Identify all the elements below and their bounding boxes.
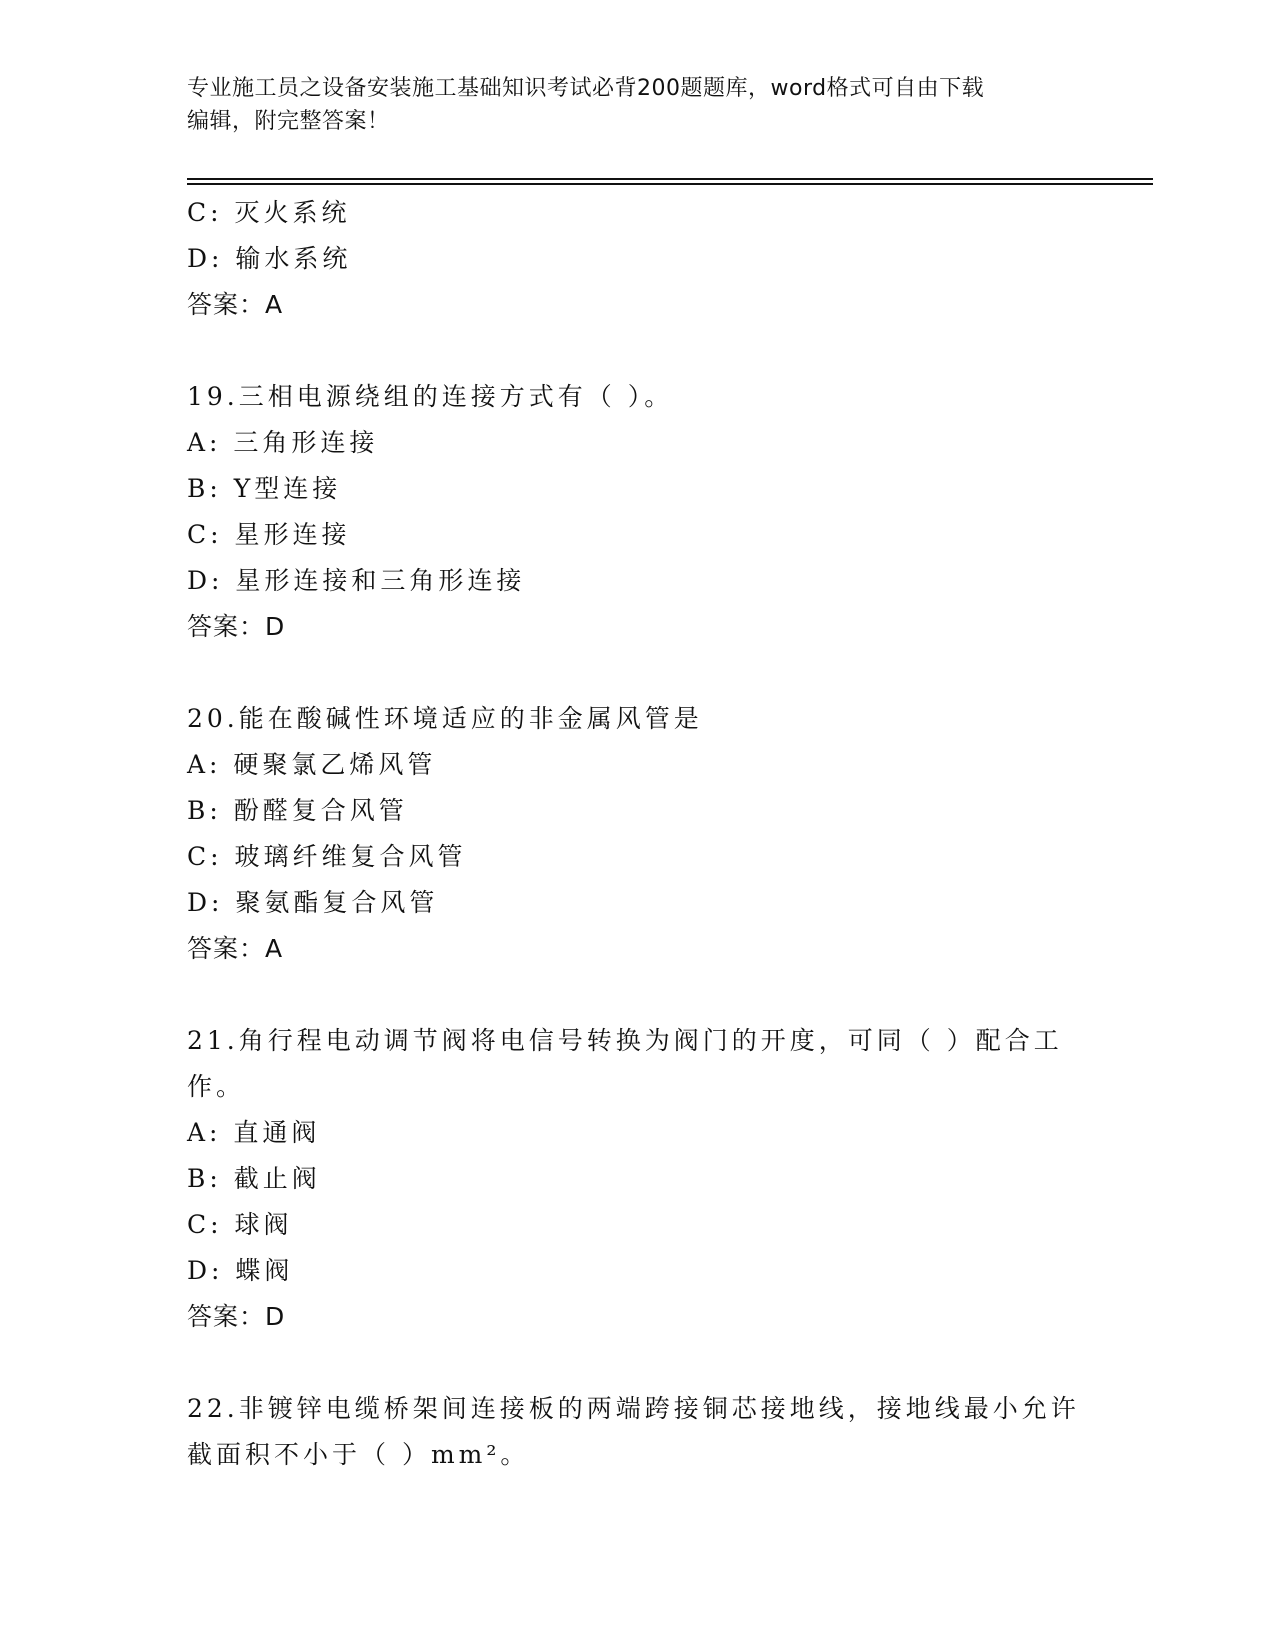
question-19 — [187, 374, 1087, 650]
option-b: B: Y型连接 — [187, 474, 342, 503]
option-b: B: 酚醛复合风管 — [187, 796, 408, 825]
header-divider-bottom — [187, 183, 1153, 185]
option-c: C: 星形连接 — [187, 520, 351, 549]
question-text: 19.三相电源绕组的连接方式有（ ）。 — [187, 382, 674, 411]
answer-line: 答案：D — [187, 612, 286, 641]
header-line-1: 专业施工员之设备安装施工基础知识考试必背200题题库，word格式可自由下载 — [187, 76, 985, 101]
answer-line: 答案：A — [187, 290, 284, 319]
option-c: C: 球阀 — [187, 1210, 293, 1239]
header-line-2: 编辑，附完整答案！ — [187, 109, 390, 134]
answer-line: 答案：A — [187, 934, 284, 963]
document-header — [187, 72, 1067, 138]
question-text-line-2: 作。 — [187, 1072, 246, 1101]
option-d: D: 输水系统 — [187, 244, 352, 273]
option-d: D: 聚氨酯复合风管 — [187, 888, 439, 917]
option-b: B: 截止阀 — [187, 1164, 321, 1193]
option-c: C: 玻璃纤维复合风管 — [187, 842, 467, 871]
option-a: A: 硬聚氯乙烯风管 — [187, 750, 437, 779]
question-text-line-1: 21.角行程电动调节阀将电信号转换为阀门的开度，可同（ ）配合工 — [187, 1026, 1063, 1055]
option-c: C: 灭火系统 — [187, 198, 351, 227]
header-divider-top — [187, 178, 1153, 180]
option-d: D: 蝶阀 — [187, 1256, 294, 1285]
option-a: A: 三角形连接 — [187, 428, 379, 457]
question-21 — [187, 1018, 1087, 1340]
question-text-line-2: 截面积不小于（ ）mm²。 — [187, 1440, 530, 1469]
question-22 — [187, 1386, 1087, 1478]
option-a: A: 直通阀 — [187, 1118, 321, 1147]
question-content — [187, 190, 1087, 1478]
question-text-line-1: 22.非镀锌电缆桥架间连接板的两端跨接铜芯接地线，接地线最小允许 — [187, 1394, 1080, 1423]
option-d: D: 星形连接和三角形连接 — [187, 566, 526, 595]
question-20 — [187, 696, 1087, 972]
question-text: 20.能在酸碱性环境适应的非金属风管是 — [187, 704, 703, 733]
answer-line: 答案：D — [187, 1302, 286, 1331]
